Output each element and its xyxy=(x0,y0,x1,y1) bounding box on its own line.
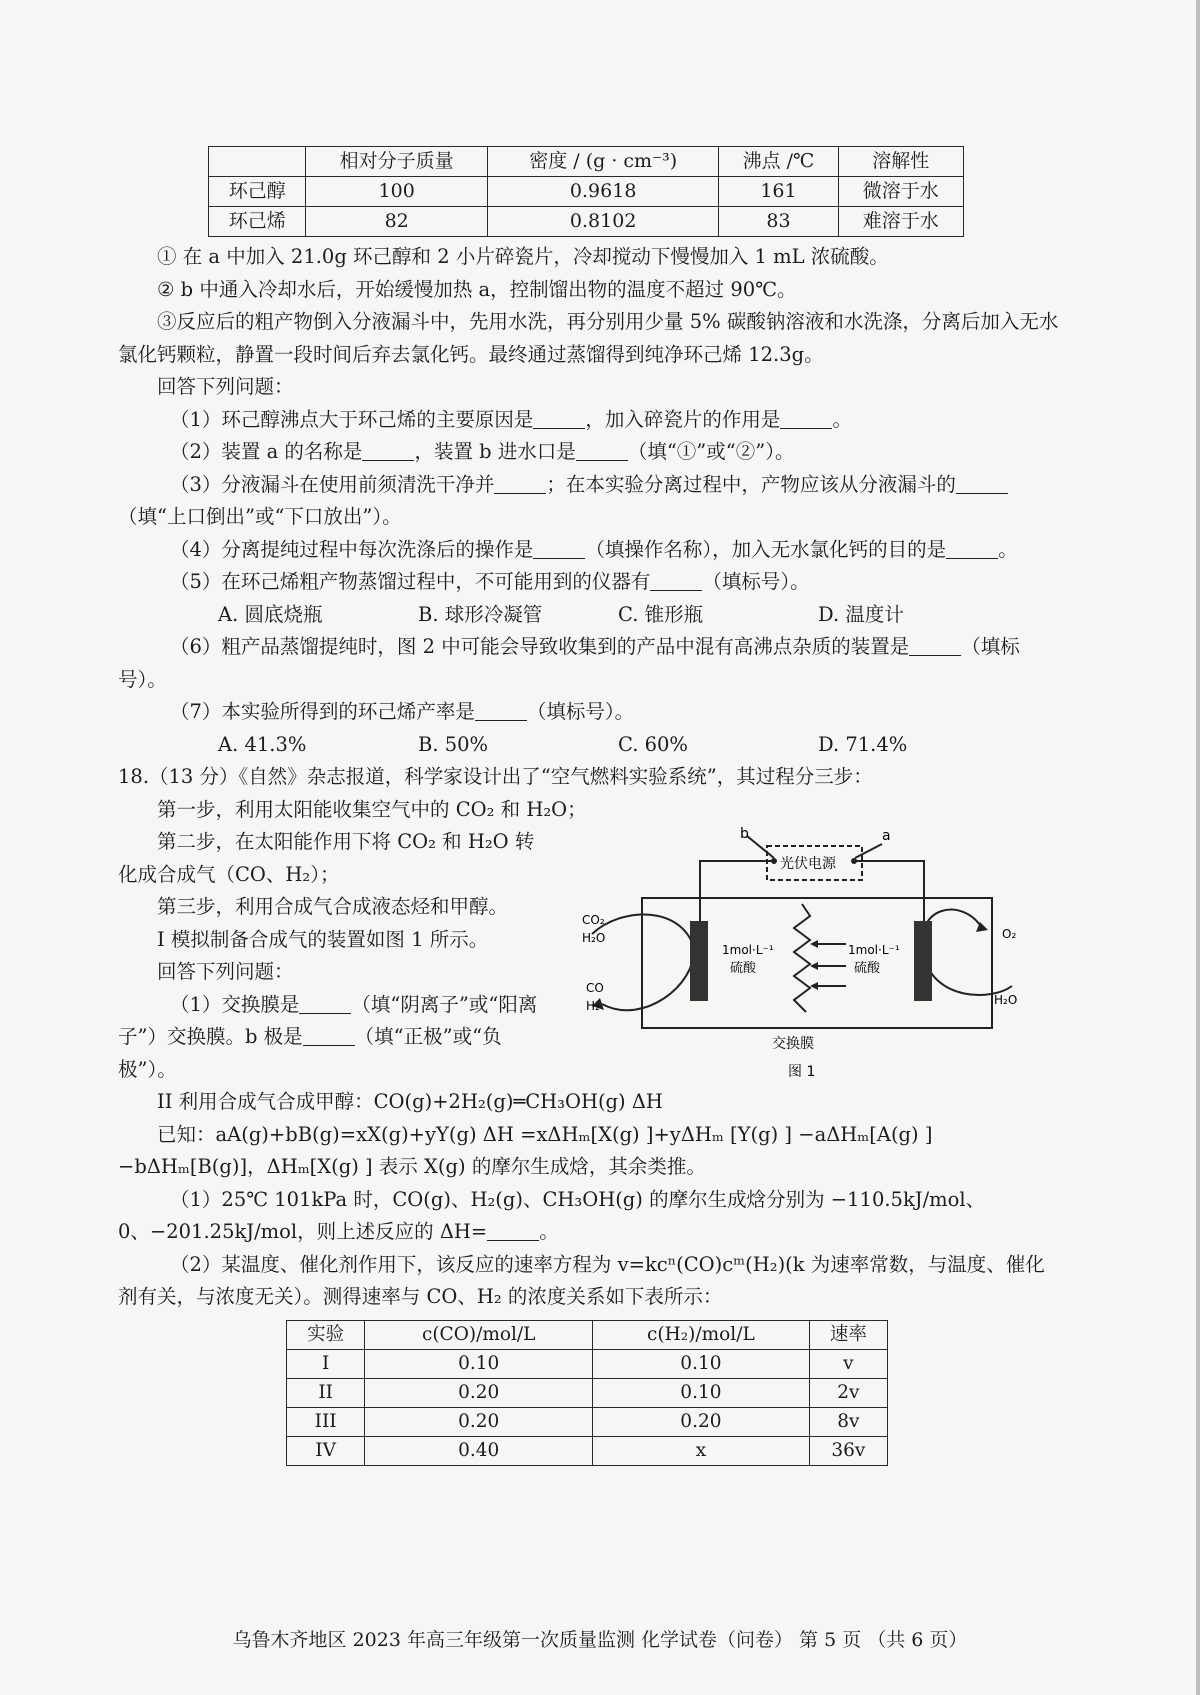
table-cell: 环己醇 xyxy=(209,177,306,207)
table-cell: 83 xyxy=(719,207,838,237)
table-header-cell: c(CO)/mol/L xyxy=(365,1320,593,1349)
membrane xyxy=(794,904,810,1012)
electrode-a xyxy=(914,921,932,1001)
option: D. 71.4% xyxy=(818,732,908,756)
rate-table xyxy=(286,1320,888,1466)
table-header-cell: 实验 xyxy=(287,1320,365,1349)
question-17-5-options xyxy=(118,599,1062,632)
label-co: CO xyxy=(586,981,604,995)
question-17-4: （4）分离提纯过程中每次洗涤后的操作是 （填操作名称），加入无水氯化钙的目的是 。 xyxy=(170,537,1018,561)
properties-table xyxy=(208,146,964,237)
table-cell: 0.20 xyxy=(365,1378,593,1407)
answer-blank[interactable] xyxy=(946,538,998,559)
question-17-2: （2）装置 a 的名称是 ，装置 b 进水口是 （填“①”或“②”）。 xyxy=(170,440,795,463)
table-cell: 161 xyxy=(719,177,838,207)
table-header-row xyxy=(209,147,964,177)
question-17-7: （7）本实验所得到的环己烯产率是 （填标号）。 xyxy=(170,700,635,723)
answer-blank[interactable] xyxy=(303,1026,355,1047)
q18-ii-2: （2）某温度、催化剂作用下，该反应的速率方程为 v=kcⁿ(CO)cᵐ(H₂)(k 为速率常数，与温度、催化剂有关，与浓度无关）。测得速率与 CO、H₂ 的浓度关系如下表所示： xyxy=(118,1252,1045,1308)
q18-ii-1: （1）25℃ 101kPa 时，CO(g)、H₂(g)、CH₃OH(g) 的摩尔生成焓分别为 −110.5kJ/mol、0、−201.25kJ/mol，则上述反应的 ΔH= 。 xyxy=(118,1187,986,1243)
label-b: b xyxy=(740,826,749,842)
label-conc-left: 1mol·L⁻¹ xyxy=(722,943,774,957)
table-row xyxy=(287,1436,888,1465)
answer-blank[interactable] xyxy=(650,571,702,592)
option: A. 41.3% xyxy=(218,732,307,756)
table-cell: II xyxy=(287,1378,365,1407)
table-header-cell: 沸点 /℃ xyxy=(719,147,838,177)
table-header-cell: 密度 / (g · cm⁻³) xyxy=(487,147,719,177)
option: C. 锥形瓶 xyxy=(618,602,704,626)
table-cell: 100 xyxy=(306,177,488,207)
label-h2o-right: H₂O xyxy=(994,993,1018,1007)
electrode-b xyxy=(690,921,708,1001)
answer-blank[interactable] xyxy=(956,473,1008,494)
label-h2: H₂ xyxy=(586,999,600,1013)
table-cell: 微溶于水 xyxy=(838,177,964,207)
content xyxy=(118,146,1062,1466)
step-1: ① 在 a 中加入 21.0g 环己醇和 2 小片碎瓷片，冷却搅动下慢慢加入 1 mL 浓硫酸。 xyxy=(157,245,889,268)
table-cell: 36v xyxy=(809,1436,887,1465)
option: B. 球形冷凝管 xyxy=(418,602,543,626)
table-cell: 环己烯 xyxy=(209,207,306,237)
q18-part-i: I 模拟制备合成气的装置如图 1 所示。 xyxy=(157,927,489,951)
q18-part-ii: II 利用合成气合成甲醇：CO(g)+2H₂(g)═CH₃OH(g) ΔH xyxy=(157,1090,663,1113)
answer-blank[interactable] xyxy=(576,441,628,462)
q18-section xyxy=(118,826,1062,1086)
table-cell: 8v xyxy=(809,1407,887,1436)
table-cell: I xyxy=(287,1349,365,1378)
step-2: ② b 中通入冷却水后，开始缓慢加热 a，控制馏出物的温度不超过 90℃。 xyxy=(157,277,797,301)
table-cell: 0.40 xyxy=(365,1436,593,1465)
q18-left-column xyxy=(118,826,548,1086)
answer-blank[interactable] xyxy=(362,441,414,462)
option: D. 温度计 xyxy=(818,602,904,626)
table-cell: x xyxy=(593,1436,810,1465)
q18-step-3: 第三步，利用合成气合成液态烃和甲醇。 xyxy=(157,895,509,918)
table-header-cell: 溶解性 xyxy=(838,147,964,177)
label-a: a xyxy=(882,828,891,844)
page-edge xyxy=(1196,0,1200,1695)
label-co2: CO₂ xyxy=(582,913,605,927)
q18-i-1: （1）交换膜是 （填“阴离子”或“阳离子”）交换膜。b 极是 （填“正极”或“负极”）。 xyxy=(118,992,538,1081)
right-arc xyxy=(922,910,1012,995)
label-h2o-left: H₂O xyxy=(582,931,606,945)
q18-known: 已知：aA(g)+bB(g)=xX(g)+yY(g) ΔH =xΔHₘ[X(g) ]+yΔHₘ [Y(g) ] −aΔHₘ[A(g) ]−bΔHₘ[B(g)]，ΔHₘ[X(g) ] 表示 X(g) 的摩尔生成焓，其余类推。 xyxy=(118,1122,933,1178)
table-row xyxy=(287,1349,888,1378)
table-cell: 0.20 xyxy=(365,1407,593,1436)
figure-caption: 图 1 xyxy=(788,1064,816,1080)
option: A. 圆底烧瓶 xyxy=(218,602,323,626)
label-conc-right: 1mol·L⁻¹ xyxy=(848,943,900,957)
table-cell: 2v xyxy=(809,1378,887,1407)
table-row xyxy=(209,177,964,207)
table-cell: IV xyxy=(287,1436,365,1465)
left-arc xyxy=(592,914,694,1010)
wire-left xyxy=(700,861,772,950)
table-cell: 0.10 xyxy=(365,1349,593,1378)
table-cell: v xyxy=(809,1349,887,1378)
question-17-1: （1）环己醇沸点大于环己烯的主要原因是 ，加入碎瓷片的作用是 。 xyxy=(170,407,852,431)
table-cell: 82 xyxy=(306,207,488,237)
table-header-row xyxy=(287,1320,888,1349)
answer-blank[interactable] xyxy=(780,408,832,429)
table-cell: 0.10 xyxy=(593,1378,810,1407)
label-acid-right: 硫酸 xyxy=(854,961,881,976)
answer-blank[interactable] xyxy=(533,538,585,559)
option: B. 50% xyxy=(418,732,489,756)
question-17-3: （3）分液漏斗在使用前须清洗干净并 ；在本实验分离过程中，产物应该从分液漏斗的（填“上口倒出”或“下口放出”）。 xyxy=(118,469,1062,534)
answer-blank[interactable] xyxy=(494,473,546,494)
table-header-cell: c(H₂)/mol/L xyxy=(593,1320,810,1349)
electrolysis-diagram xyxy=(562,826,1062,1091)
table-header-cell: 相对分子质量 xyxy=(306,147,488,177)
table-row xyxy=(287,1378,888,1407)
figure-1 xyxy=(562,826,1062,1086)
answer-blank[interactable] xyxy=(909,636,961,657)
q18-ask: 回答下列问题： xyxy=(157,960,294,983)
table-cell: 0.10 xyxy=(593,1349,810,1378)
table-header-cell xyxy=(209,147,306,177)
option: C. 60% xyxy=(618,732,688,756)
question-18-title: 18.（13 分）《自然》杂志报道，科学家设计出了“空气燃料实验系统”，其过程分三步： xyxy=(118,765,873,788)
q18-step-1: 第一步，利用太阳能收集空气中的 CO₂ 和 H₂O； xyxy=(157,797,587,821)
table-cell: 0.8102 xyxy=(487,207,719,237)
question-17-5: （5）在环己烯粗产物蒸馏过程中，不可能用到的仪器有 （填标号）。 xyxy=(170,570,810,593)
table-cell: 难溶于水 xyxy=(838,207,964,237)
q18-step-2: 第二步，在太阳能作用下将 CO₂ 和 H₂O 转化成合成气（CO、H₂）； xyxy=(118,830,535,886)
label-membrane: 交换膜 xyxy=(772,1036,814,1052)
table-cell: III xyxy=(287,1407,365,1436)
answer-intro: 回答下列问题： xyxy=(157,375,294,398)
question-17-6: （6）粗产品蒸馏提纯时，图 2 中可能会导致收集到的产品中混有高沸点杂质的装置是 （填标号）。 xyxy=(118,635,1020,691)
table-row xyxy=(209,207,964,237)
table-cell: 0.9618 xyxy=(487,177,719,207)
step-3: ③反应后的粗产物倒入分液漏斗中，先用水洗，再分别用少量 5% 碳酸钠溶液和水洗涤，分离后加入无水氯化钙颗粒，静置一段时间后弃去氯化钙。最终通过蒸馏得到纯净环己烯 12.3g。 xyxy=(118,310,1059,366)
table-row xyxy=(287,1407,888,1436)
table-header-cell: 速率 xyxy=(809,1320,887,1349)
answer-blank[interactable] xyxy=(487,1221,539,1242)
page-footer: 乌鲁木齐地区 2023 年高三年级第一次质量监测 化学试卷（问卷） 第 5 页 （共 6 页） xyxy=(232,1629,968,1651)
label-power: 光伏电源 xyxy=(780,856,836,872)
table-cell: 0.20 xyxy=(593,1407,810,1436)
answer-blank[interactable] xyxy=(299,993,351,1014)
answer-blank[interactable] xyxy=(533,408,585,429)
answer-blank[interactable] xyxy=(475,701,527,722)
label-o2: O₂ xyxy=(1002,927,1017,941)
label-acid-left: 硫酸 xyxy=(730,961,757,976)
question-17-7-options xyxy=(118,729,1062,762)
